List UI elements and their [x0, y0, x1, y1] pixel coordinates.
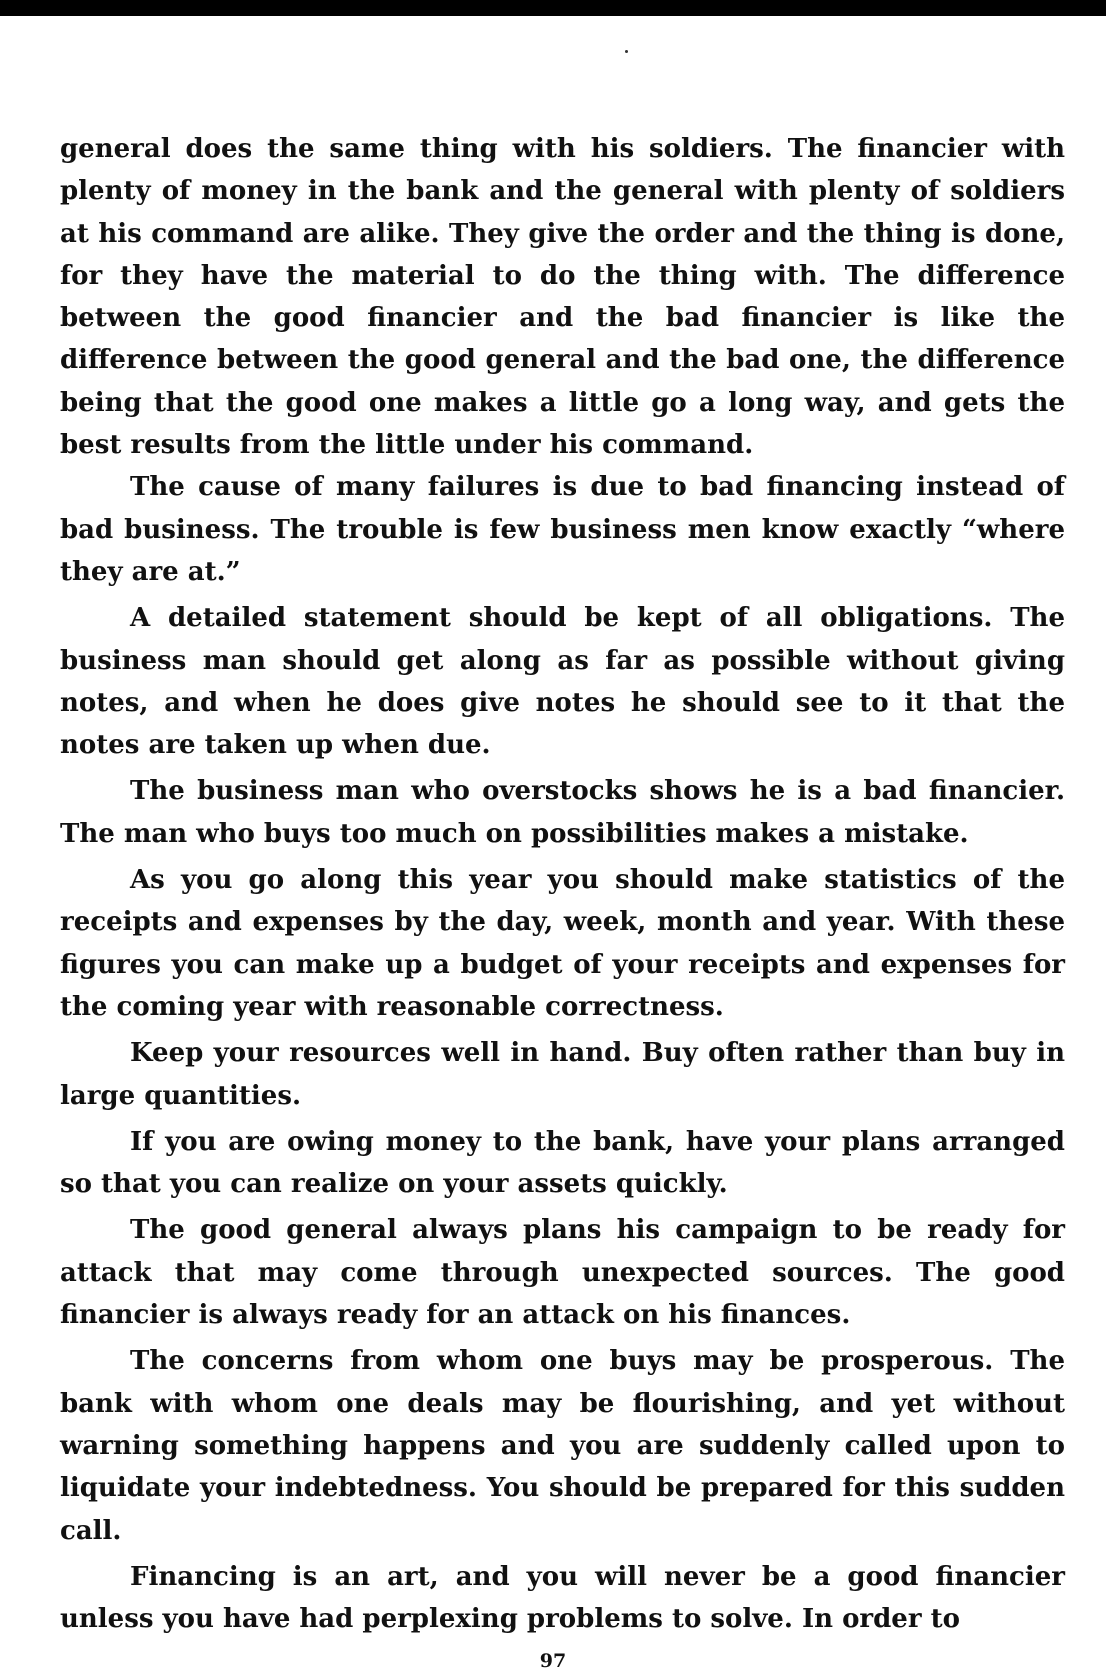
- scan-top-border: [0, 0, 1106, 16]
- paragraph: The concerns from whom one buys may be prosperous. The bank with whom one deals may be flourishing, and yet without warning something happens and you are suddenly called upon to liquidate your indebtedness. You should be prepared for this sudden call.: [60, 1346, 1065, 1546]
- paragraph: If you are owing money to the bank, have your plans arranged so that you can realize on your assets quickly.: [60, 1126, 1065, 1200]
- paragraph: general does the same thing with his soldiers. The financier with plenty of money in the bank and the general with plenty of soldiers at his command are alike. They give the order and the thing is done, for they have the material to do the thing with. The difference between the good financier and the bad financier is like the difference between the good general and the bad one, the difference being that the good one makes a little go a long way, and gets the best results from the little under his command.: [60, 134, 1065, 461]
- paragraph: The cause of many failures is due to bad financing instead of bad business. The trouble is few business men know exactly “where they are at.”: [60, 472, 1065, 587]
- paragraph: The business man who overstocks shows he is a bad financier. The man who buys too much on possibilities makes a mistake.: [60, 776, 1065, 849]
- paragraph: Keep your resources well in hand. Buy often rather than buy in large quantities.: [60, 1038, 1065, 1111]
- paragraph: As you go along this year you should make statistics of the receipts and expenses by the day, week, month and year. With these figures you can make up a budget of your receipts and expenses for the coming year with reasonable correctness.: [60, 865, 1065, 1022]
- paragraph: A detailed statement should be kept of all obligations. The business man should get along as far as possible without giving notes, and when he does give notes he should see to it that the notes are taken up when due.: [60, 603, 1065, 761]
- paragraph: Financing is an art, and you will never be a good financier unless you have had perplexing problems to solve. In order to: [60, 1561, 1065, 1635]
- paragraph: The good general always plans his campaign to be ready for attack that may come through unexpected sources. The good financier is always ready for an attack on his finances.: [60, 1215, 1065, 1331]
- page-number: 97: [539, 1650, 567, 1672]
- page-body: [60, 128, 1065, 1640]
- scan-speck: [625, 50, 628, 53]
